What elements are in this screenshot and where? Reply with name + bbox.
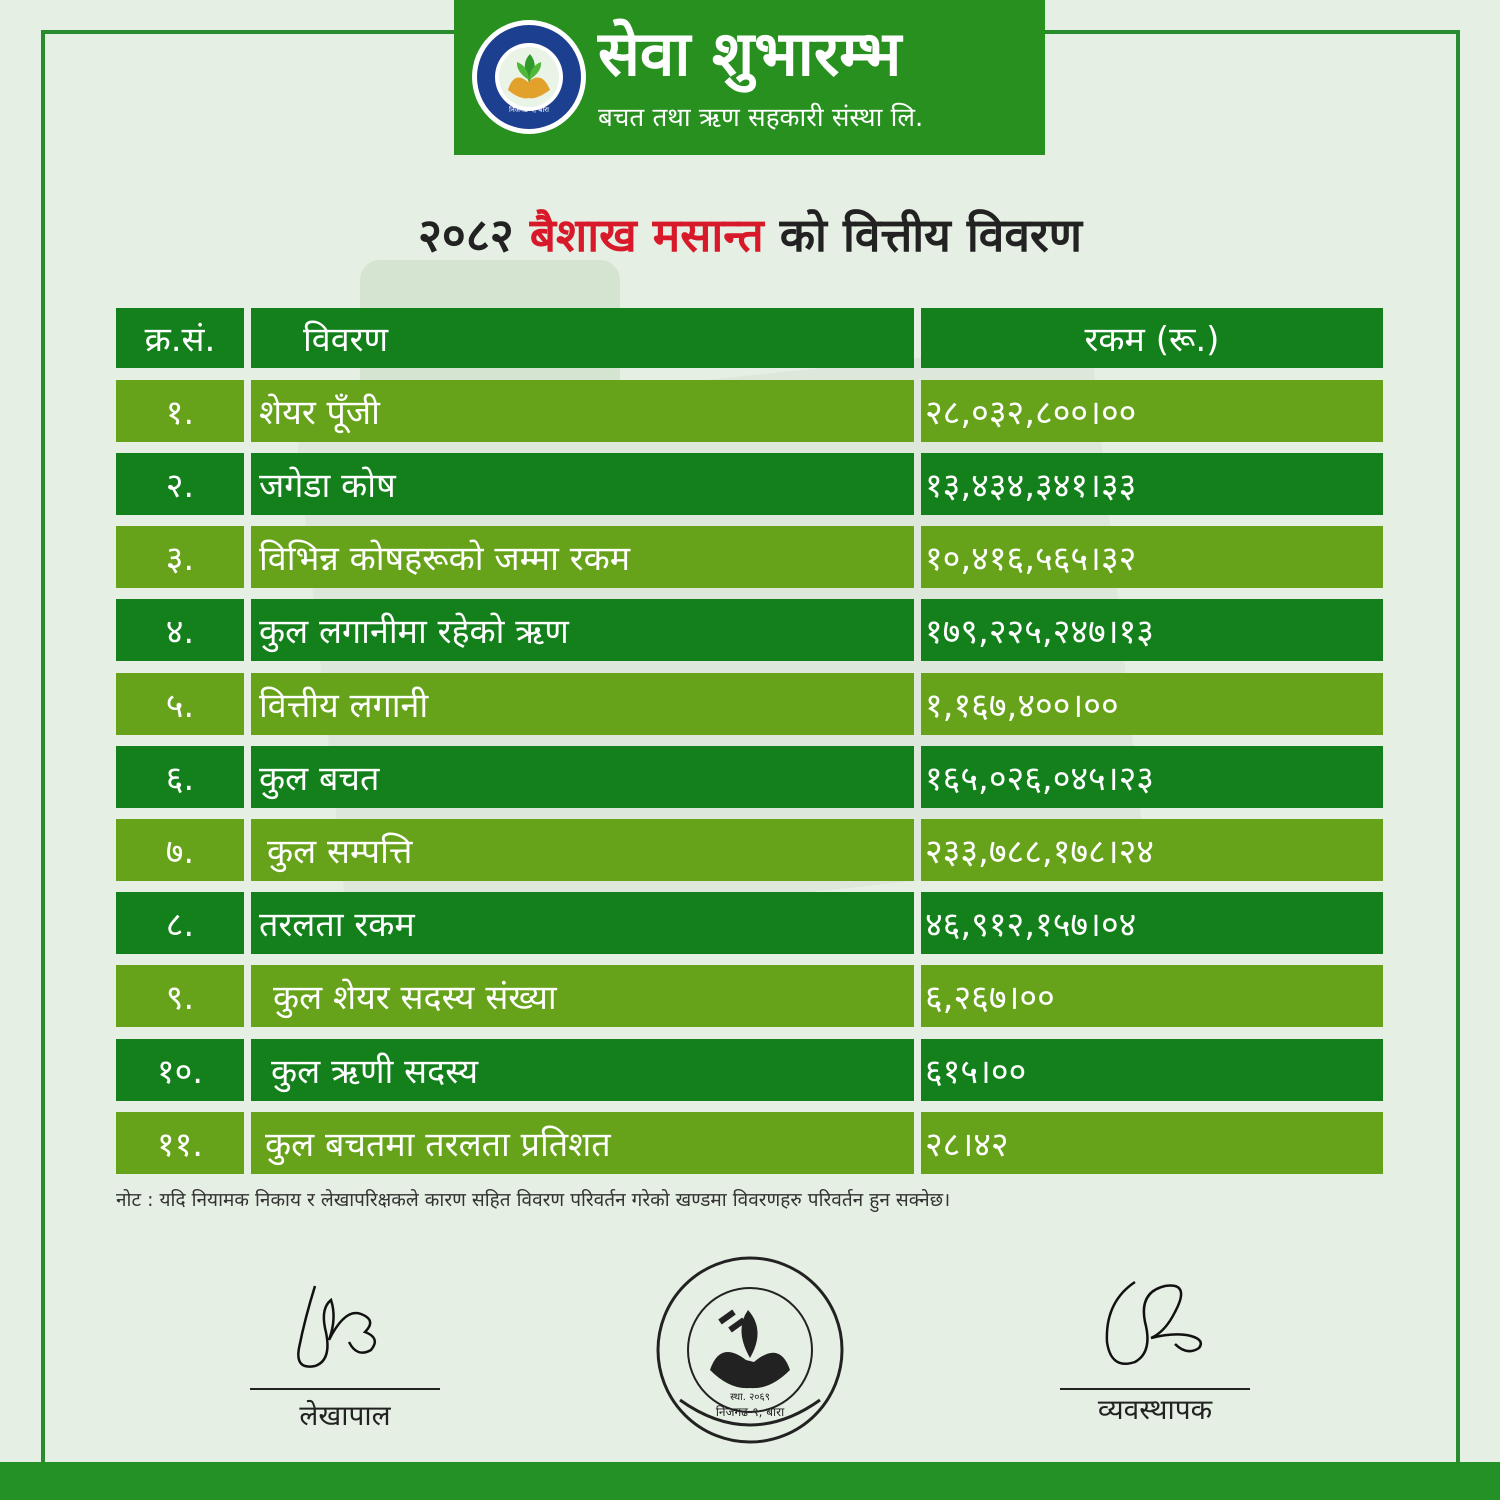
row-description: तरलता रकम [251, 892, 914, 954]
accountant-signature [285, 1278, 405, 1378]
manager-label: व्यवस्थापक [1097, 1393, 1213, 1426]
row-sn: ९. [116, 965, 244, 1027]
row-amount: २८,०३२,८००।०० [921, 380, 1383, 442]
row-description: शेयर पूँजी [251, 380, 914, 442]
bottom-bar [0, 1462, 1500, 1500]
organization-subtitle: बचत तथा ऋण सहकारी संस्था लि. [598, 103, 924, 133]
row-sn: ५. [116, 673, 244, 735]
row-sn: ६. [116, 746, 244, 808]
row-amount: ६१५।०० [921, 1039, 1383, 1101]
row-sn: ११. [116, 1112, 244, 1174]
row-amount: १७९,२२५,२४७।१३ [921, 599, 1383, 661]
row-sn: १०. [116, 1039, 244, 1101]
svg-text:स्था. २०६९: स्था. २०६९ [730, 1392, 770, 1403]
row-sn: ८. [116, 892, 244, 954]
disclaimer-note: नोट : यदि नियामक निकाय र लेखापरिक्षकले कारण सहित विवरण परिवर्तन गरेको खण्डमा विवरणहरु परिवर्तन हुन सक्नेछ। [116, 1189, 951, 1211]
row-description: कुल बचत [251, 746, 914, 808]
row-description: विभिन्न कोषहरूको जम्मा रकम [251, 526, 914, 588]
row-amount: १०,४१६,५६५।३२ [921, 526, 1383, 588]
accountant-signature-line [250, 1388, 440, 1390]
row-description: कुल शेयर सदस्य संख्या [251, 965, 914, 1027]
title-month: बैशाख मसान्त [529, 208, 764, 262]
manager-signature [1095, 1272, 1225, 1382]
row-amount: १६५,०२६,०४५।२३ [921, 746, 1383, 808]
accountant-label: लेखापाल [299, 1399, 391, 1432]
organization-logo [470, 18, 588, 136]
table-header-sn: क्र.सं. [116, 308, 244, 368]
svg-text:निजगढ-९, बारा: निजगढ-९, बारा [715, 1405, 785, 1419]
row-sn: ७. [116, 819, 244, 881]
row-description: कुल सम्पत्ति [251, 819, 914, 881]
organization-name: सेवा शुभारम्भ [598, 17, 902, 90]
table-header-amount: रकम (रू.) [921, 308, 1383, 368]
title-rest: को वित्तीय विवरण [779, 208, 1082, 262]
row-description: कुल ऋणी सदस्य [251, 1039, 914, 1101]
row-amount: १३,४३४,३४१।३३ [921, 453, 1383, 515]
row-sn: १. [116, 380, 244, 442]
row-amount: २८।४२ [921, 1112, 1383, 1174]
row-description: जगेडा कोष [251, 453, 914, 515]
svg-text:निजगढ-९, बारा: निजगढ-९, बारा [509, 106, 549, 114]
row-amount: ६,२६७।०० [921, 965, 1383, 1027]
row-sn: २. [116, 453, 244, 515]
row-amount: १,१६७,४००।०० [921, 673, 1383, 735]
row-sn: ३. [116, 526, 244, 588]
title-year: २०८२ [417, 208, 514, 262]
row-description: कुल बचतमा तरलता प्रतिशत [251, 1112, 914, 1174]
row-amount: २३३,७८८,१७८।२४ [921, 819, 1383, 881]
organization-seal [650, 1250, 850, 1450]
page-title [0, 200, 1500, 270]
row-sn: ४. [116, 599, 244, 661]
row-description: कुल लगानीमा रहेको ऋण [251, 599, 914, 661]
table-header-description: विवरण [251, 308, 914, 368]
row-amount: ४६,९१२,१५७।०४ [921, 892, 1383, 954]
row-description: वित्तीय लगानी [251, 673, 914, 735]
